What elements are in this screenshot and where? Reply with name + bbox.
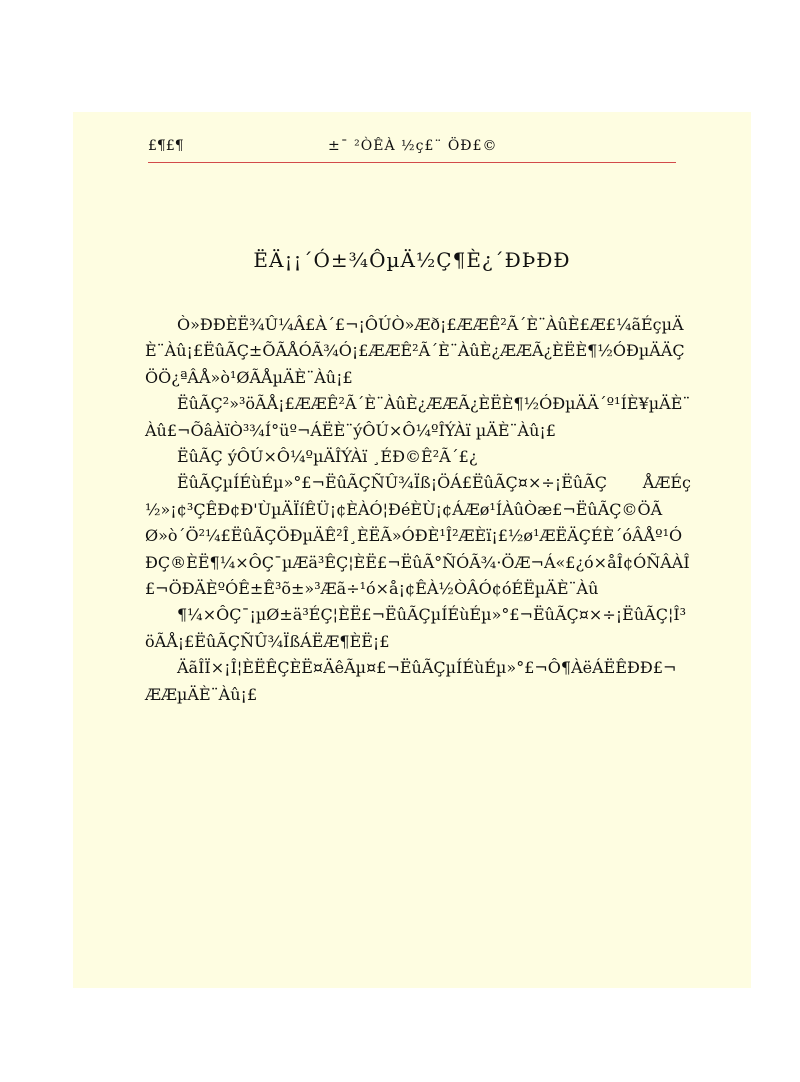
chapter-title: ËÄ¡¡´Ó±¾ÔµÄ½Ç¶È¿´ÐÞÐÐ [253,248,571,272]
paragraph-3: ËûÃÇ ýÔÚ×Ô¼ºµÄÎÝÀï ¸ÉÐ©Ê²Ã´£¿ [177,447,478,467]
running-title: ±¯ ²ÒÊÀ ½ç£¨ ÖÐ£© [328,138,498,154]
document-page [73,112,751,988]
paragraph-5: ¶¼×ÔÇ¯¡µØ±ä³ÉÇ¦ÈË£¬ËûÃÇµÍÉùÉµ»°£¬ËûÃÇ¤×÷¡ËûÃÇ¦Î³öÃÅ¡£ËûÃÇÑÛ¾ÏßÁËÆ¶ÈË¡£ [145,605,687,651]
page-number: £¶£¶ [148,138,184,154]
page-header [148,138,676,162]
paragraph-2: ËûÃÇ²»³öÃÅ¡£ÆÆÊ²Ã´È¨ÀûÈ¿ÆÆÃ¿ÈËÈ¶½ÓÐµÄÄ´º¹ÍÈ¥µÄÈ¨Àû£¬ÕâÀïÒ³¾Í°üº¬ÁËÈ¨ýÔÚ×Ô¼ºÎÝÀï µÄÈ¨Àû¡£ [145,394,691,440]
paragraph-6: ÄãÎÏ×¡Î¦ÈËÊÇÈË¤ÄêÃµ¤£¬ËûÃÇµÍÉùÉµ»°£¬Ô¶ÀëÁËÊÐÐ£¬ÆÆµÄÈ¨Àû¡£ [145,658,677,704]
header-rule [148,162,676,163]
paragraph-4: ËûÃÇµÍÉùÉµ»°£¬ËûÃÇÑÛ¾Ïß¡ÖÁ£ËûÃÇ¤×÷¡ËûÃÇ ÅÆÉç½»¡¢³ÇÊÐ¢Ð'ÙµÄÏíÊÜ¡¢ÈÀÓ¦ÐéÈÙ¡¢ÁÆø¹ÍÀûÒæ£¬ËûÃÇ©ÖÃØ»ò´Ö²¼£ËûÃÇÖÐµÄÊ²Î¸ÈËÃ»ÓÐÈ¹Î²ÆÈï¡£½ø¹ÆËÄÇÉÈ´óÂÅº¹ÓÐÇ®ÈË¶¼×ÔÇ¯µÆä³ÊÇ¦ÈË£¬ËûÃ°ÑÓÃ¾·ÖÆ¬Á«£¿ó×åÎ¢ÓÑÂÀÎ£¬ÖÐÄÈºÓÊ±Ê³õ±»³Æã÷¹ó×å¡¢ÊÀ½ÒÂÓ¢óÉËµÄÈ¨Àû [145,473,691,599]
body-text [145,312,691,708]
paragraph-1: Ò»ÐÐÈË¾Û¼Â£À´£¬¡ÔÚÒ»Æð¡£ÆÆÊ²Ã´È¨ÀûÈ£Æ£¼ãÉçµÄÈ¨Àû¡£ËûÃÇ±ÕÃÅÓÃ¾Ó¡£ÆÆÊ²Ã´È¨ÀûÈ¿ÆÆÃ¿ÈËÈ¶½ÓÐµÄÄÇÖÖ¿ªÂÅ»ò¹ØÃÅµÄÈ¨Àû¡£ [145,315,685,387]
